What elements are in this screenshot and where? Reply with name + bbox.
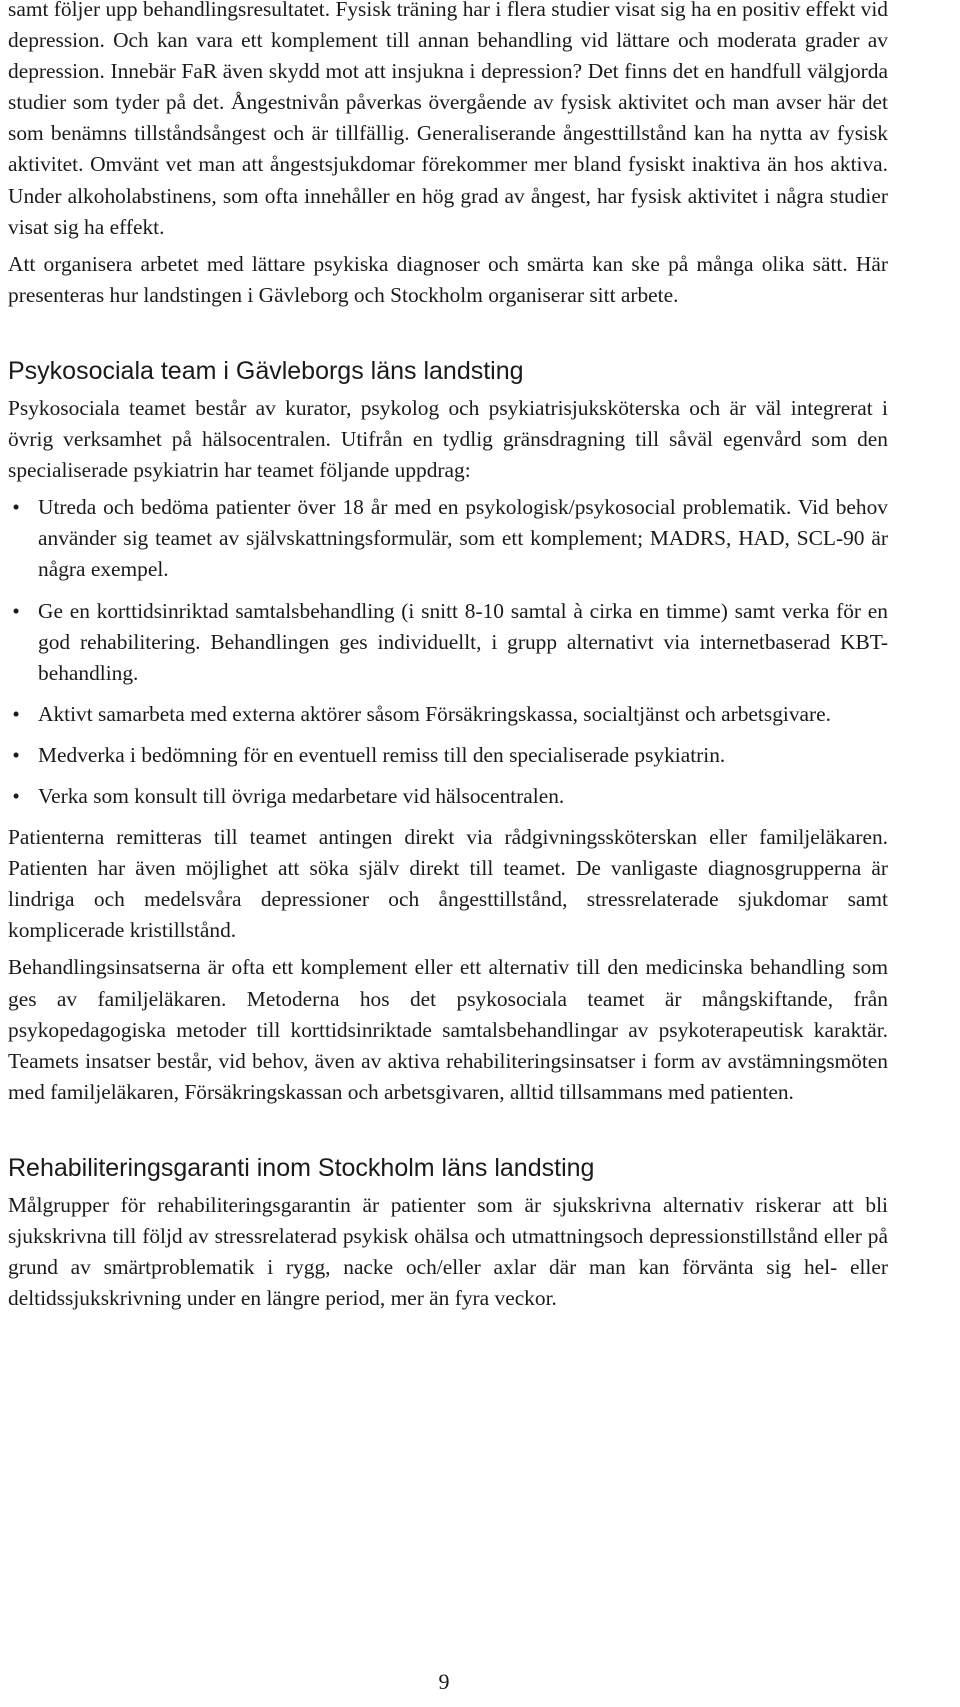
bullet-icon: •	[12, 783, 20, 808]
section-heading-gavleborg: Psykosociala team i Gävleborgs läns landsting	[8, 356, 524, 385]
stockholm-paragraph-1: Målgrupper för rehabiliteringsgarantin är patienter som är sjukskrivna alternativ riskerar att bli sjukskrivna till följd av stressrelaterad psykisk ohälsa och utmattningsoch depressionstillstånd eller på grund av smärtproblematik i rygg, nacke och/eller axlar där man kan förvänta sig hel- eller deltidssjukskrivning under en längre period, mer än fyra veckor.	[8, 1192, 888, 1311]
gavleborg-paragraph-2: Patienterna remitteras till teamet antingen direkt via rådgivningssköterskan eller familjeläkaren. Patienten har även möjlighet att söka själv direkt till teamet. De vanligaste diagnosgrupperna är lindriga och medelsvåra depressioner och ångesttillstånd, stressrelaterade sjukdomar samt komplicerade kristillstånd.	[8, 825, 888, 943]
page-number: 9	[438, 1669, 450, 1694]
list-item-text: Verka som konsult till övriga medarbetare vid hälsocentralen.	[38, 783, 565, 808]
bullet-icon: •	[12, 701, 20, 726]
list-item	[8, 596, 888, 689]
bullet-icon: •	[12, 742, 20, 767]
list-item-text: Medverka i bedömning för en eventuell remiss till den specialiserade psykiatrin.	[38, 742, 726, 767]
list-item	[8, 781, 888, 812]
assignment-bullet-list	[8, 492, 888, 812]
gavleborg-paragraph-3: Behandlingsinsatserna är ofta ett komplement eller ett alternativ till den medicinska behandling som ges av familjeläkaren. Metoderna hos det psykosociala teamet är mångskiftande, från psykopedagogiska metoder till korttidsinriktade samtalsbehandlingar av psykoterapeutisk karaktär. Teamets insatser består, vid behov, även av aktiva rehabiliteringsinsatser i form av avstämningsmöten med familjeläkaren, Försäkringskassan och arbetsgivaren, alltid tillsammans med patienten.	[8, 955, 888, 1104]
bullet-icon: •	[12, 598, 20, 623]
intro-paragraph-1: samt följer upp behandlingsresultatet. Fysisk träning har i flera studier visat sig ha en positiv effekt vid depression. Och kan vara ett komplement till annan behandling vid lättare och moderata grader av depression. Innebär FaR även skydd mot att insjukna i depression? Det finns det en handfull välgjorda studier som tyder på det. Ångestnivån påverkas övergående av fysisk aktivitet och man avser här det som benämns tillståndsångest och är tillfällig. Generaliserande ångesttillstånd kan ha nytta av fysisk aktivitet. Omvänt vet man att ångestsjukdomar förekommer mer bland fysiskt inaktiva än hos aktiva. Under alkoholabstinens, som ofta innehåller en hög grad av ångest, har fysisk aktivitet i några studier visat sig ha effekt.	[8, 0, 888, 239]
list-item-text: Utreda och bedöma patienter över 18 år med en psykologisk/psykosocial problematik. Vid behov använder sig teamet av självskattningsformulär, som ett komplement; MADRS, HAD, SCL-90 är några exempel.	[38, 495, 888, 582]
list-item	[8, 492, 888, 585]
gavleborg-paragraph-1: Psykosociala teamet består av kurator, psykolog och psykiatrisjuksköterska och är väl integrerat i övrig verksamhet på hälsocentralen. Utifrån en tydlig gränsdragning till såväl egenvård som den specialiserade psykiatrin har teamet följande uppdrag:	[8, 395, 888, 483]
list-item	[8, 699, 888, 730]
intro-paragraph-2: Att organisera arbetet med lättare psykiska diagnoser och smärta kan ske på många olika sätt. Här presenteras hur landstingen i Gävleborg och Stockholm organiserar sitt arbete.	[8, 251, 888, 307]
list-item	[8, 740, 888, 771]
bullet-icon: •	[12, 495, 20, 520]
section-heading-stockholm: Rehabiliteringsgaranti inom Stockholm läns landsting	[8, 1153, 595, 1182]
list-item-text: Aktivt samarbeta med externa aktörer såsom Försäkringskassa, socialtjänst och arbetsgivare.	[38, 701, 831, 726]
document-page	[8, 0, 888, 1320]
list-item-text: Ge en korttidsinriktad samtalsbehandling (i snitt 8-10 samtal à cirka en timme) samt verka för en god rehabilitering. Behandlingen ges individuellt, i grupp alternativt via internetbaserad KBT-behandling.	[38, 598, 888, 685]
